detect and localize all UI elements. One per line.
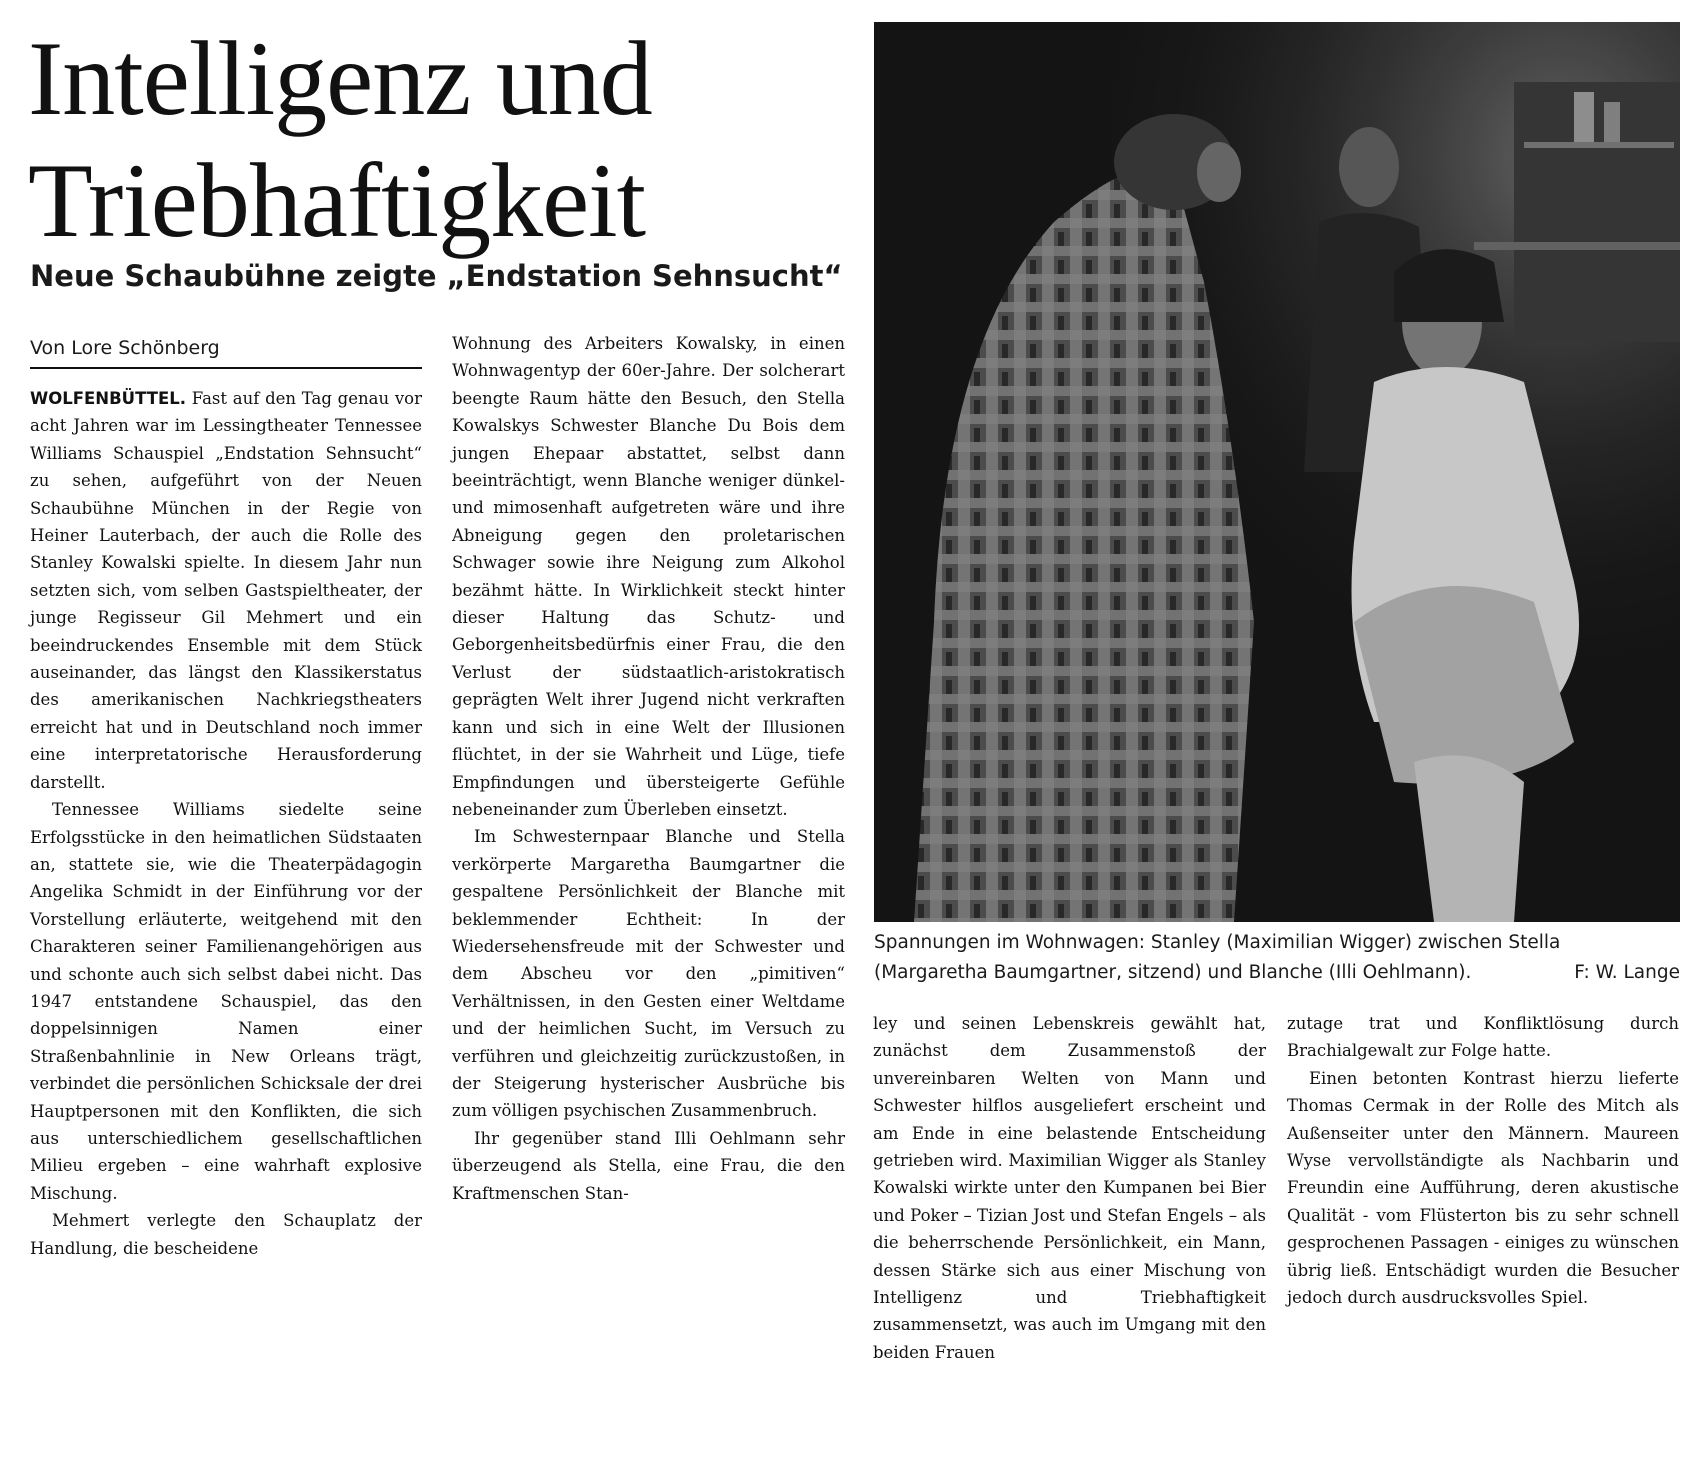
paragraph-3: Mehmert verlegte den Schauplatz der Handlung, die bescheidene [30, 1211, 422, 1258]
paragraph-2: Tennessee Williams siedelte seine Erfolgsstücke in den heimatlichen Südstaaten an, stattete sie, wie die Theaterpädagogin Angelika Schmidt in der Einführung vor der Vorstellung erläuterte, weitgehend mit den Charakteren seiner Familienangehörigen aus und schonte auch sich selbst dabei nicht. Das 1947 entstandene Schauspiel, das den doppelsinnigen Namen einer Straßenbahnlinie in New Orleans trägt, verbindet die persönlichen Schicksale der drei Hauptpersonen mit den Konflikten, die sich aus unterschiedlichem gesellschaftlichen Milieu ergeben – eine wahrhaft explosive Mischung. [30, 800, 422, 1203]
subheadline: Neue Schaubühne zeigte „Endstation Sehnsucht“ [30, 259, 843, 293]
article-column-2 [452, 330, 845, 1207]
dateline: WOLFENBÜTTEL. [30, 389, 187, 408]
stage-photo [874, 22, 1680, 922]
photo-caption-text: Spannungen im Wohnwagen: Stanley (Maximilian Wigger) zwischen Stella (Margaretha Baumgartner, sitzend) und Blanche (Illi Oehlmann). [874, 932, 1561, 983]
paragraph-3-continued: Wohnung des Arbeiters Kowalsky, in einen Wohnwagentyp der 60er-Jahre. Der solcherart beengte Raum hätte den Besuch, den Stella Kowalskys Schwester Blanche Du Bois dem jungen Ehepaar abstattet, selbst dann beeinträchtigt, wenn Blanche weniger dünkel- und mimosenhaft aufgetreten wäre und ihre Abneigung gegen den proletarischen Schwager sowie ihre Neigung zum Alkohol bezähmt hätte. In Wirklichkeit steckt hinter dieser Haltung das Schutz- und Geborgenheitsbedürfnis einer Frau, die den Verlust der südstaatlich-aristokratisch geprägten Welt ihrer Jugend nicht verkraften kann und sich in eine Welt der Illusionen flüchtet, in der sie Wahrheit und Lüge, tiefe Empfindungen und übersteigerte Gefühle nebeneinander zum Überleben einsetzt. [452, 334, 845, 819]
paragraph-4: Im Schwesternpaar Blanche und Stella verkörperte Margaretha Baumgartner die gespaltene Persönlichkeit der Blanche mit beklemmender Echtheit: In der Wiedersehensfreude mit der Schwester und dem Abscheu vor den „pimitiven“ Verhältnissen, in den Gesten einer Weltdame und der heimlichen Sucht, im Versuch zu verführen und gleichzeitig zurückzustoßen, in der Steigerung hysterischer Ausbrüche bis zum völligen psychischen Zusammenbruch. [452, 827, 845, 1121]
article-column-4 [1287, 1010, 1679, 1311]
article-column-1 [30, 385, 422, 1262]
article-column-3 [873, 1010, 1266, 1366]
photo-caption [874, 928, 1680, 988]
stage-photo-image [874, 22, 1680, 922]
paragraph-1 [30, 385, 422, 796]
headline-line-2: Triebhaftigkeit [28, 142, 646, 259]
paragraph-6: Einen betonten Kontrast hierzu lieferte Thomas Cermak in der Rolle des Mitch als Außenseiter unter den Männern. Maureen Wyse vervollständigte als Nachbarin und Freundin eine Aufführung, deren akustische Qualität - vom Flüsterton bis zu sehr schnell gesprochenen Passagen - einiges zu wünschen übrig ließ. Entschädigt wurden die Besucher jedoch durch ausdrucksvolles Spiel. [1287, 1068, 1679, 1308]
paragraph-5: Ihr gegenüber stand Illi Oehlmann sehr überzeugend als Stella, eine Frau, die den Kraftmenschen Stan- [452, 1128, 845, 1203]
headline [28, 18, 848, 262]
paragraph-5-continued: ley und seinen Lebenskreis gewählt hat, zunächst dem Zusammenstoß der unvereinbaren Welten von Mann und Schwester hilflos ausgeliefert erscheint und am Ende in eine belastende Entscheidung getrieben wird. Maximilian Wigger als Stanley Kowalski wirkte unter den Kumpanen bei Bier und Poker – Tizian Jost und Stefan Engels – als die beherrschende Persönlichkeit, ein Mann, dessen Stärke sich aus einer Mischung von Intelligenz und Triebhaftigkeit zusammensetzt, was auch im Umgang mit den beiden Frauen [873, 1014, 1266, 1362]
photo-credit: F: W. Lange [1574, 962, 1680, 983]
paragraph-5-end: zutage trat und Konfliktlösung durch Brachialgewalt zur Folge hatte. [1287, 1014, 1679, 1061]
headline-line-1: Intelligenz und [28, 20, 652, 137]
byline: Von Lore Schönberg [30, 335, 422, 369]
paragraph-1-text: Fast auf den Tag genau vor acht Jahren war im Lessingtheater Tennessee Williams Schauspiel „Endstation Sehnsucht“ zu sehen, aufgeführt von der Neuen Schaubühne München in der Regie von Heiner Lauterbach, der auch die Rolle des Stanley Kowalski spielte. In diesem Jahr nun setzten sich, vom selben Gastspieltheater, der junge Regisseur Gil Mehmert und ein beeindruckendes Ensemble mit dem Stück auseinander, das längst den Klassikerstatus des amerikanischen Nachkriegstheaters erreicht hat und in Deutschland noch immer eine interpretatorische Herausforderung darstellt. [30, 389, 422, 792]
